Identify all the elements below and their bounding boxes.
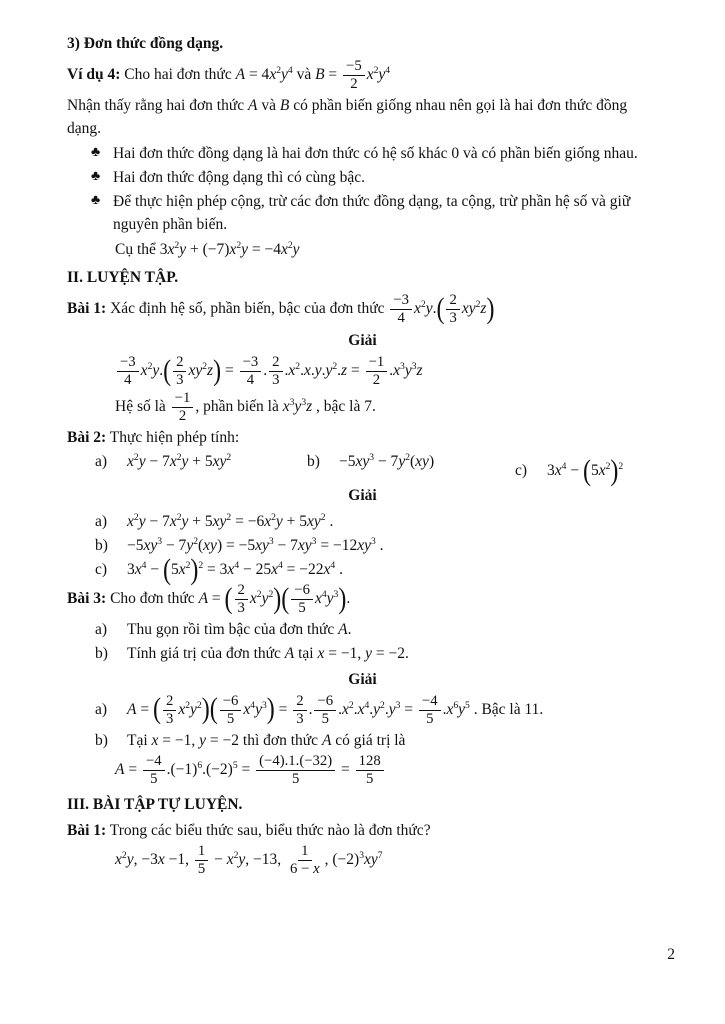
exercise-part-a (95, 450, 307, 473)
section-3-practice-heading (67, 793, 658, 816)
text-run: Để thực hiện phép cộng, trừ các đơn thức đồng dạng, ta cộng, trừ phần hệ số và giữ nguyên phần biến. (113, 193, 631, 234)
math-expression: $\frac{-3}{4}$ $x^2y$.( $\frac{2}{3}$ $xy^2z$) = $\frac{-3}{4}$ . $\frac{2}{3}$ $.x^2.x.y.y^2.z$ = $\frac{-1}{2}$ $.x^3y^3z$ (115, 362, 423, 379)
bold-text-run: Bài 3: (67, 590, 107, 608)
item-label: b) (95, 731, 108, 749)
math-expression: x = −1, y = −2 (151, 731, 240, 749)
fraction: $\frac{-4}{5}$ (143, 753, 165, 788)
item-label: b) (307, 453, 320, 471)
exercise-2-statement (67, 426, 658, 449)
text-run: và (292, 66, 316, 84)
club-bullet-icon: ♣ (91, 193, 101, 209)
bold-text-run: Ví dụ 4: (67, 66, 121, 84)
text-run: Hai đơn thức đồng dạng là hai đơn thức có hệ số khác (113, 144, 452, 162)
exercise-3-statement (67, 582, 658, 617)
fraction: $\frac{-6}{5}$ (314, 693, 336, 728)
exercise-3-part-a (67, 618, 658, 641)
fraction: $\frac{1}{6 - x}$ (290, 843, 320, 878)
math-expression: A = ( $\frac{2}{3}$ $x^2y^2$)( $\frac{-6}{5}$ $x^4y^3$) = $\frac{2}{3}$ . $\frac{-6}{5}$ $.x^2.x^4.y^2.y^3$ = $\frac{-4}{5}$ $.x^6y^5$ (127, 692, 470, 727)
math-expression: A (338, 621, 348, 639)
text-run: . (325, 512, 334, 530)
fraction: $\frac{2}{3}$ (293, 693, 306, 728)
text-run: Thực hiện phép tính: (106, 428, 240, 446)
exercise-3-part-b (67, 642, 658, 665)
math-expression: 0 (451, 144, 460, 162)
math-expression: A = $\frac{-4}{5}$ $.(-1)^6.(-2)^5$ = $\frac{(-4).1.(-32)}{5}$ = $\frac{128}{5}$ (115, 761, 386, 778)
exercise-2-solution-b (67, 534, 658, 557)
bullet-add-subtract-rule (67, 190, 658, 237)
bold-text-run: Giải (348, 331, 377, 349)
item-label: a) (95, 512, 108, 530)
fraction: $\frac{-3}{4}$ (117, 354, 139, 389)
solution-heading (67, 329, 658, 352)
math-expression: A (248, 97, 258, 115)
text-run: Tính giá trị của đơn thức (127, 645, 285, 663)
math-expression: A (321, 731, 332, 749)
text-run: . (375, 536, 384, 554)
page-number: 2 (667, 945, 675, 963)
section-3-heading (67, 32, 658, 55)
math-expression: $-5xy^3 - 7y^2(xy)$ (339, 451, 435, 471)
text-run: , phần biến là (195, 398, 283, 416)
club-bullet-icon: ♣ (91, 144, 101, 160)
fraction: $\frac{2}{3}$ (446, 292, 459, 327)
fraction: $\frac{-3}{4}$ (390, 292, 412, 327)
item-label: c) (515, 462, 528, 480)
math-expression: $x^3y^3z$ (282, 396, 313, 416)
solution-heading (67, 668, 658, 691)
fraction: $\frac{1}{5}$ (195, 843, 208, 878)
exercise-part-c (515, 454, 624, 487)
math-expression: B = $\frac{-5}{2}$ $x^2y^4$ (315, 58, 391, 93)
exercise-1-solution-formula (67, 354, 658, 389)
math-expression: $3x^4 - (5x^2)^2$ (547, 454, 624, 487)
text-run: Xác định hệ số, phần biến, bậc của đơn thức (106, 300, 389, 318)
text-run: Thu gọn rồi tìm bậc của đơn thức (127, 621, 339, 639)
bold-text-run: Bài 1: (67, 822, 107, 840)
text-run: Trong các biểu thức sau, biểu thức nào là đơn thức? (106, 822, 431, 840)
club-bullet-icon: ♣ (91, 168, 101, 184)
exercise-2-solution-c (67, 553, 658, 586)
exercise-2-solution-a (67, 510, 658, 533)
text-run: . (346, 590, 351, 608)
concrete-example-line (67, 238, 658, 261)
bold-text-run: II. LUYỆN TẬP. (67, 268, 179, 286)
item-label: a) (95, 453, 108, 471)
item-label: b) (95, 536, 108, 554)
item-label: c) (95, 561, 108, 579)
bold-text-run: Bài 2: (67, 428, 107, 446)
text-run: , bậc là 7. (312, 398, 376, 416)
solution-heading (67, 484, 658, 507)
item-label: b) (95, 645, 108, 663)
fraction: $\frac{-3}{4}$ (240, 354, 262, 389)
math-expression: $x^2y - 7x^2y + 5xy^2$ (127, 451, 232, 471)
text-run: Nhận thấy rằng hai đơn thức (67, 97, 249, 115)
math-expression: B (279, 97, 290, 115)
text-run: . (347, 621, 352, 639)
exercise-1-conclusion (67, 390, 658, 425)
math-expression: $3x^4 - (5x^2)^2 = 3x^4 - 25x^4 = -22x^4$ (127, 553, 336, 586)
text-run: Tại (127, 731, 152, 749)
math-expression: $x^2y - 7x^2y + 5xy^2 = -6x^2y + 5xy^2$ (127, 511, 326, 530)
fraction: $\frac{2}{3}$ (173, 354, 186, 389)
text-run: Cho đơn thức (106, 590, 199, 608)
practice-exercise-1-statement (67, 819, 658, 842)
math-expression: $x^2y$, −3x −1, $\frac{1}{5}$ − $x^2y$, −13, $\frac{1}{6 - x}$ , $(-2)^3xy^7$ (115, 843, 383, 878)
fraction: $\frac{(-4).1.(-32)}{5}$ (256, 753, 335, 788)
fraction: $\frac{-1}{2}$ (366, 354, 388, 389)
text-run: và có phần biến giống nhau. (459, 144, 638, 162)
text-run: thì đơn thức (239, 731, 322, 749)
text-run: tại (294, 645, 318, 663)
math-expression: $3x^2y + (-7)x^2y = -4x^2y$ (159, 239, 300, 258)
text-run: có giá trị là (331, 731, 406, 749)
item-label: a) (95, 621, 108, 639)
fraction: $\frac{-4}{5}$ (419, 693, 441, 728)
fraction: $\frac{2}{3}$ (163, 693, 176, 728)
text-run: có phần biến giống nhau nên gọi là hai đơn thức đồng dạng. (67, 97, 628, 138)
exercise-3-solution-b (67, 729, 658, 752)
fraction: $\frac{128}{5}$ (356, 753, 384, 788)
text-run: Hai đơn thức động dạng thì có cùng bậc. (113, 168, 366, 186)
text-run: và (257, 97, 280, 115)
fraction: $\frac{-1}{2}$ (172, 390, 194, 425)
math-expression: A (284, 645, 295, 663)
text-run: . (405, 645, 409, 663)
fraction: $\frac{2}{3}$ (269, 354, 282, 389)
text-run: . Bậc là 11. (469, 700, 544, 718)
bold-text-run: Bài 1: (67, 300, 107, 318)
exercise-part-b (307, 450, 515, 473)
text-run: Hệ số là (115, 398, 170, 416)
exercise-3-value-formula (67, 753, 658, 788)
bold-text-run: Giải (348, 487, 377, 505)
bold-text-run: 3) Đơn thức đồng dạng. (67, 35, 224, 52)
observation-paragraph (67, 94, 658, 141)
exercise-2-parts-row (67, 450, 658, 487)
example-4-line (67, 58, 658, 93)
math-expression: $-5xy^3 - 7y^2(xy) = -5xy^3 - 7xy^3 = -12xy^3$ (127, 535, 376, 554)
math-expression: $\frac{-3}{4}$ $x^2y$.( $\frac{2}{3}$ $xy^2z$) (388, 300, 494, 317)
item-label: a) (95, 700, 108, 718)
fraction: $\frac{-6}{5}$ (291, 582, 313, 617)
text-run: Cụ thể (115, 240, 160, 258)
fraction: $\frac{-6}{5}$ (220, 693, 242, 728)
math-expression: A = ( $\frac{2}{3}$ $x^2y^2$)( $\frac{-6}{5}$ $x^4y^3$) (198, 582, 347, 617)
exercise-3-solution-a (67, 693, 658, 728)
fraction: $\frac{-5}{2}$ (343, 58, 365, 93)
bold-text-run: III. BÀI TẬP TỰ LUYỆN. (67, 795, 243, 813)
exercise-1-statement (67, 292, 658, 327)
fraction: $\frac{2}{3}$ (235, 582, 248, 617)
practice-expression-list (67, 843, 658, 878)
math-expression: $A = 4x^2y^4$ (235, 65, 293, 84)
math-expression: x = −1, y = −2 (317, 645, 405, 663)
math-expression (170, 390, 196, 424)
text-run: . (335, 561, 343, 579)
bold-text-run: Giải (348, 670, 377, 688)
bullet-definition (67, 142, 658, 165)
section-2-heading (67, 266, 658, 289)
bullet-same-degree (67, 166, 658, 189)
text-run: Cho hai đơn thức (120, 66, 236, 84)
